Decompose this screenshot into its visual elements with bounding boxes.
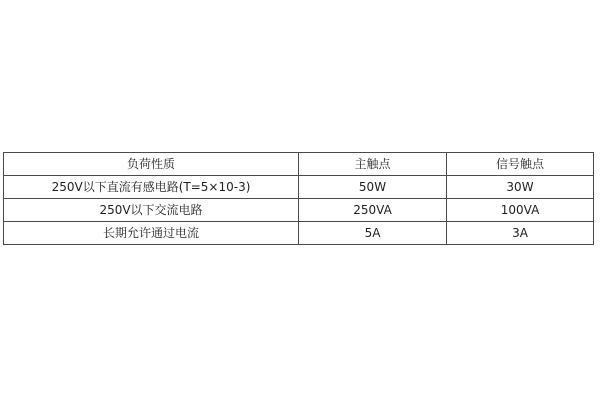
contact-load-spec-table — [3, 152, 594, 245]
cell-signal-contact-value: 30W — [447, 176, 594, 199]
cell-signal-contact-value: 3A — [447, 222, 594, 245]
cell-main-contact-value: 250VA — [299, 199, 447, 222]
table-row — [4, 176, 594, 199]
cell-signal-contact-value: 100VA — [447, 199, 594, 222]
cell-main-contact-value: 5A — [299, 222, 447, 245]
table-row — [4, 199, 594, 222]
cell-load-nature: 长期允许通过电流 — [4, 222, 299, 245]
table-header-row — [4, 153, 594, 176]
cell-load-nature: 250V以下交流电路 — [4, 199, 299, 222]
column-header-signal-contact: 信号触点 — [447, 153, 594, 176]
column-header-load-nature: 负荷性质 — [4, 153, 299, 176]
table-row — [4, 222, 594, 245]
cell-main-contact-value: 50W — [299, 176, 447, 199]
column-header-main-contact: 主触点 — [299, 153, 447, 176]
cell-load-nature: 250V以下直流有感电路(T=5×10-3) — [4, 176, 299, 199]
